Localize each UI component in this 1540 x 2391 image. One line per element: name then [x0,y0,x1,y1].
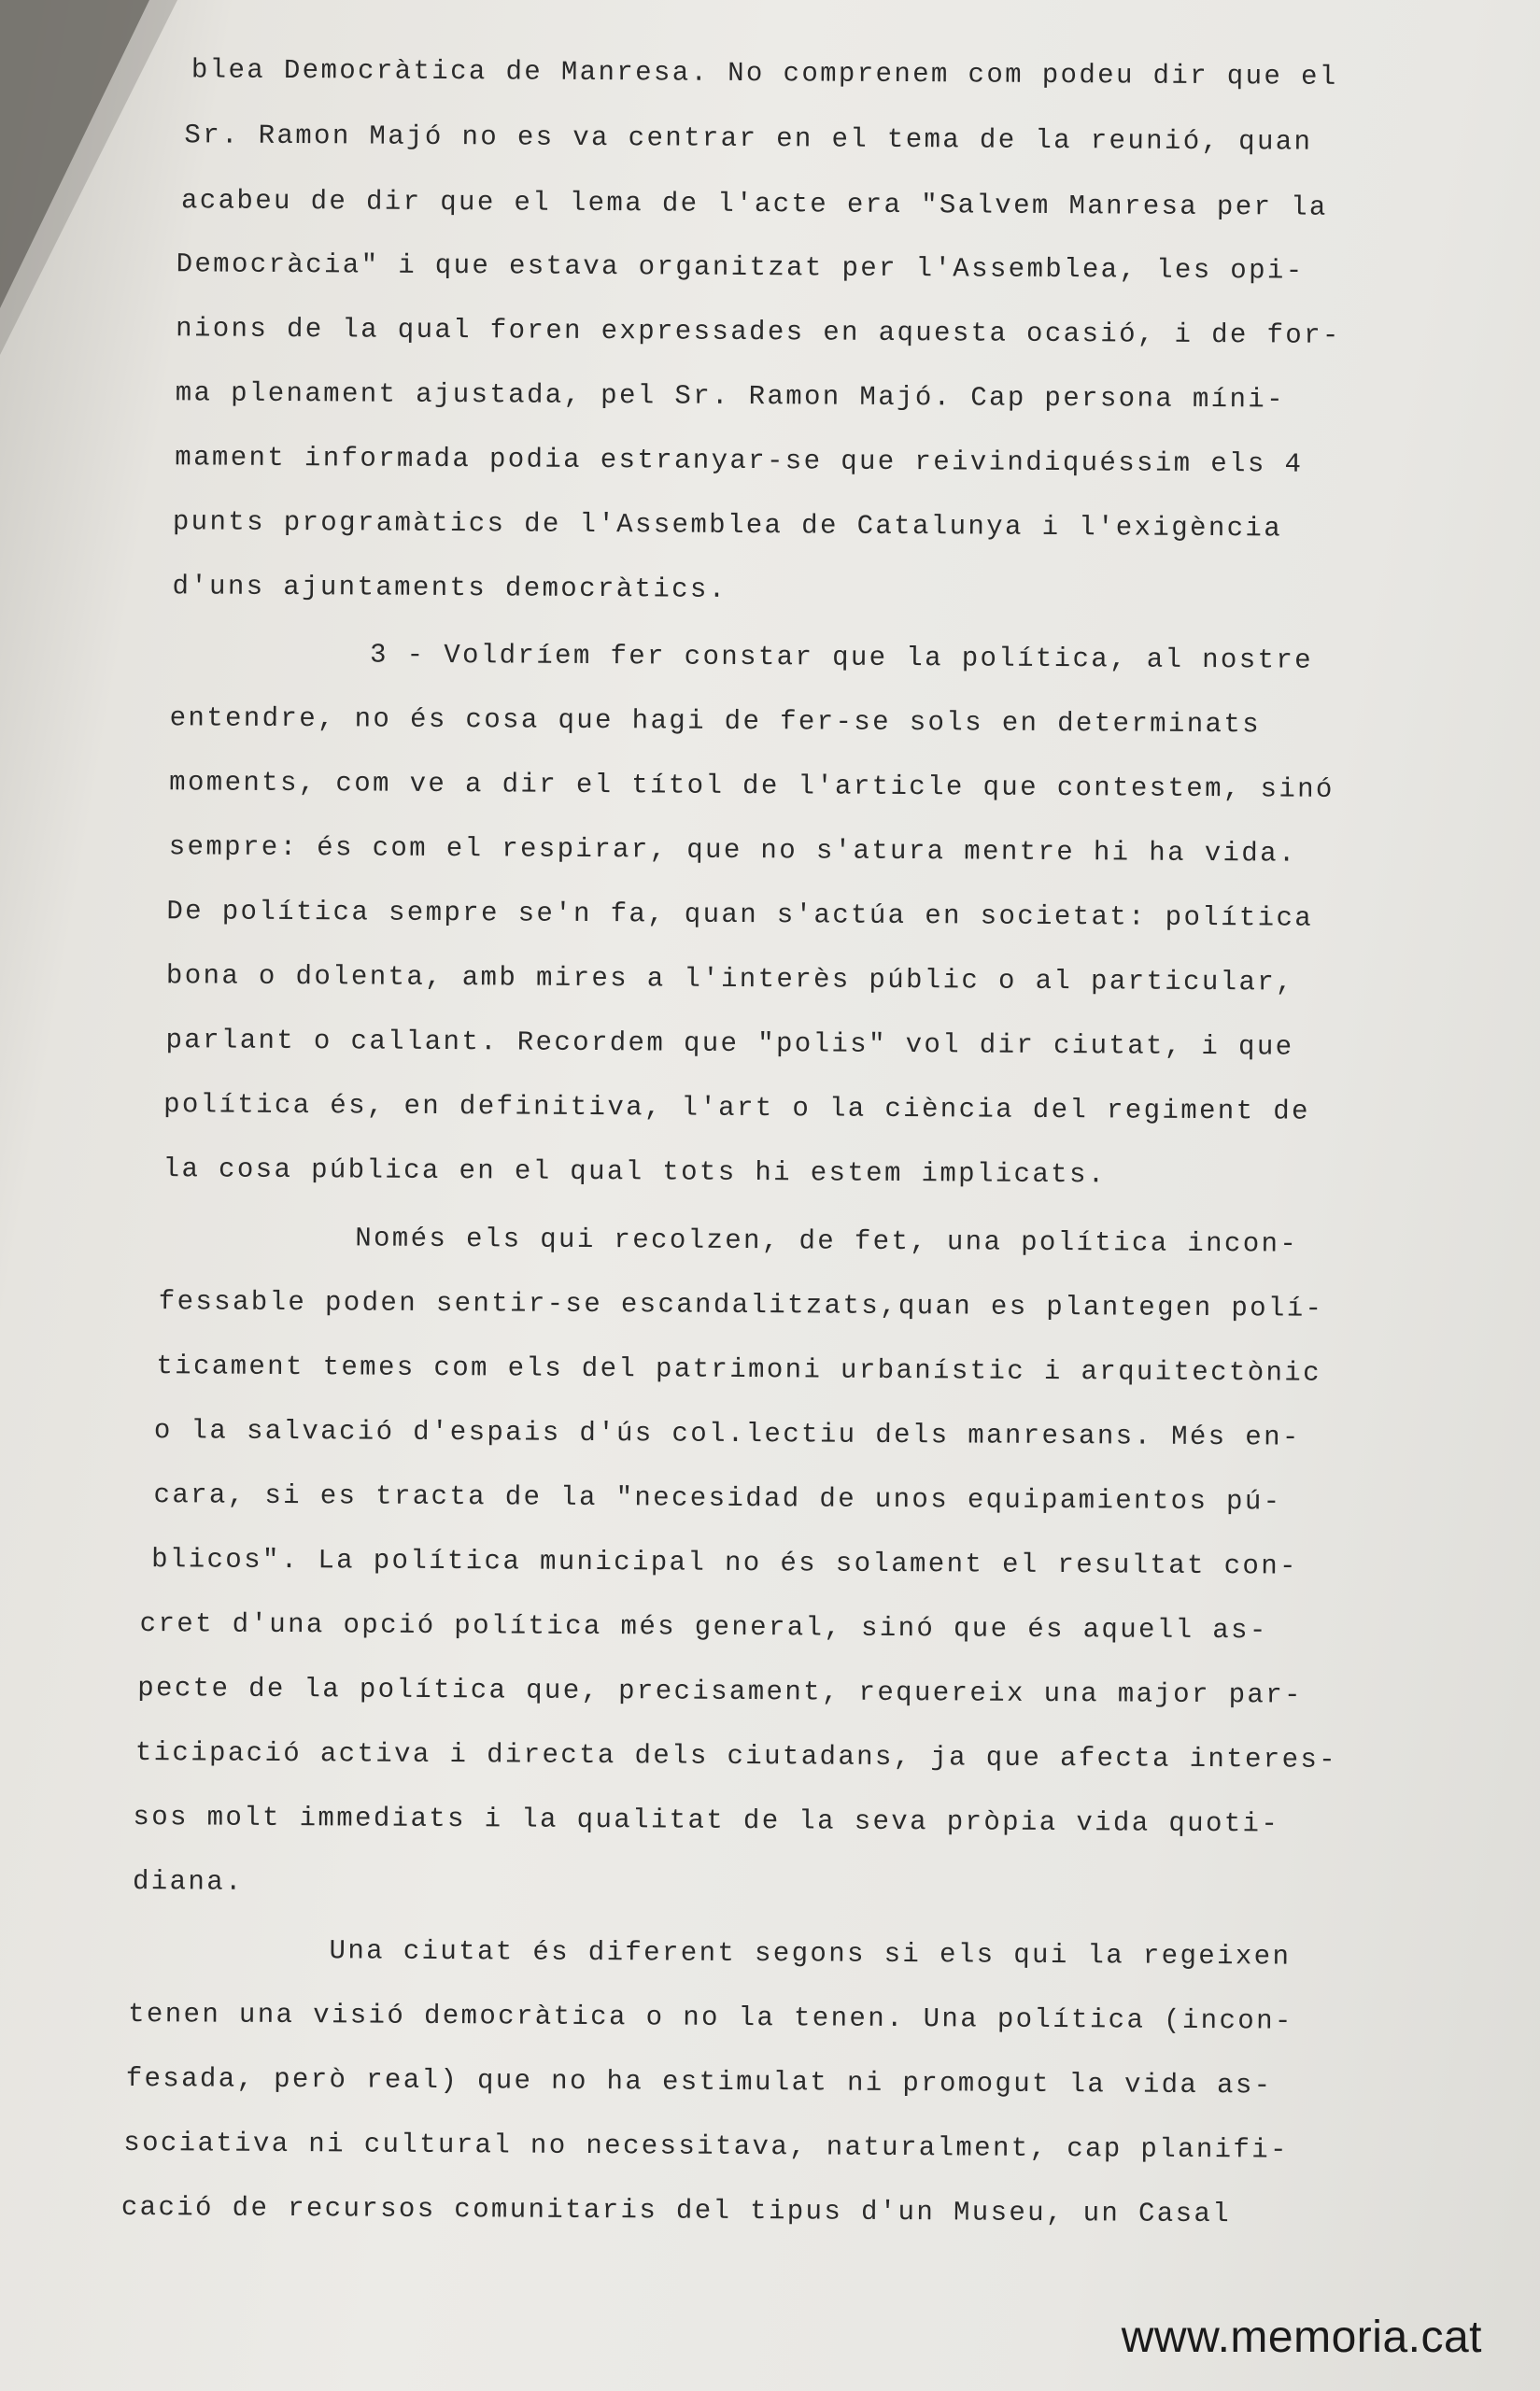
text-line: bona o dolenta, amb mires a l'interès públic o al particular, [165,960,1295,998]
text-line: De política sempre se'n fa, quan s'actúa en societat: política [166,896,1314,934]
paragraph-start-line: Només els qui recolzen, de fet, una política incon- [355,1223,1299,1260]
text-line: la cosa pública en el qual tots hi estem implicats. [162,1153,1107,1191]
text-line: parlant o callant. Recordem que "polis" vol dir ciutat, i que [165,1025,1294,1063]
text-line: ticipació activa i directa dels ciutadans, ja que afecta interes- [134,1737,1338,1776]
text-line: punts programàtics de l'Assemblea de Catalunya i l'exigència [172,506,1283,545]
text-line: tenen una visió democràtica o no la tenen. Una política (incon- [128,1998,1293,2037]
text-line: entendre, no és cosa que hagi de fer-se sols en determinats [169,702,1262,741]
text-line: sos molt immediats i la qualitat de la seva pròpia vida quoti- [133,1801,1280,1840]
text-line: sempre: és com el respirar, que no s'atura mentre hi ha vida. [168,831,1297,870]
text-line: cara, si es tracta de la "necesidad de unos equipamientos pú- [153,1479,1282,1518]
text-line: blea Democràtica de Manresa. No comprenem com podeu dir que el [191,54,1338,92]
text-line: fessable poden sentir-se escandalitzats,quan es plantegen polí- [158,1286,1324,1324]
text-line: acabeu de dir que el lema de l'acte era "Salvem Manresa per la [180,185,1328,223]
text-line: ticament temes com els del patrimoni urbanístic i arquitectònic [156,1351,1322,1389]
watermark-url: www.memoria.cat [1121,2313,1482,2362]
text-line: política és, en definitiva, l'art o la ciència del regiment de [163,1089,1310,1127]
paragraph-start-line: Una ciutat és diferent segons si els qui la regeixen [329,1935,1292,1973]
text-line: pecte de la política que, precisament, requereix una major par- [137,1673,1303,1711]
text-line: Sr. Ramon Majó no es va centrar en el tema de la reunió, quan [184,120,1313,158]
text-line: sociativa ni cultural no necessitava, naturalment, cap planifi- [123,2127,1289,2166]
text-line: ma plenament ajustada, pel Sr. Ramon Majó. Cap persona míni- [175,377,1286,416]
text-line: nions de la qual foren expressades en aquesta ocasió, i de for- [176,313,1341,351]
paragraph-start-line: 3 - Voldríem fer constar que la política, al nostre [369,639,1314,676]
text-line: Democràcia" i que estava organitzat per l'Assemblea, les opi- [176,248,1305,287]
text-line: fesada, però real) que no ha estimulat ni promogut la vida as- [125,2062,1273,2101]
page-corner-shadow [0,0,149,308]
typewritten-text [120,51,1448,2230]
text-line: blicos". La política municipal no és solament el resultat con- [151,1544,1298,1582]
text-line: diana. [132,1865,244,1898]
text-line: cació de recursos comunitaris del tipus d'un Museu, un Casal [120,2191,1232,2230]
text-line: mament informada podia estranyar-se que reivindiquéssim els 4 [175,442,1304,480]
text-line: cret d'una opció política més general, sinó que és aquell as- [139,1608,1268,1647]
text-line: o la salvació d'espais d'ús col.lectiu dels manresans. Més en- [153,1415,1301,1453]
text-line: moments, com ve a dir el títol de l'article que contestem, sinó [169,767,1335,805]
text-line: d'uns ajuntaments democràtics. [172,571,728,605]
